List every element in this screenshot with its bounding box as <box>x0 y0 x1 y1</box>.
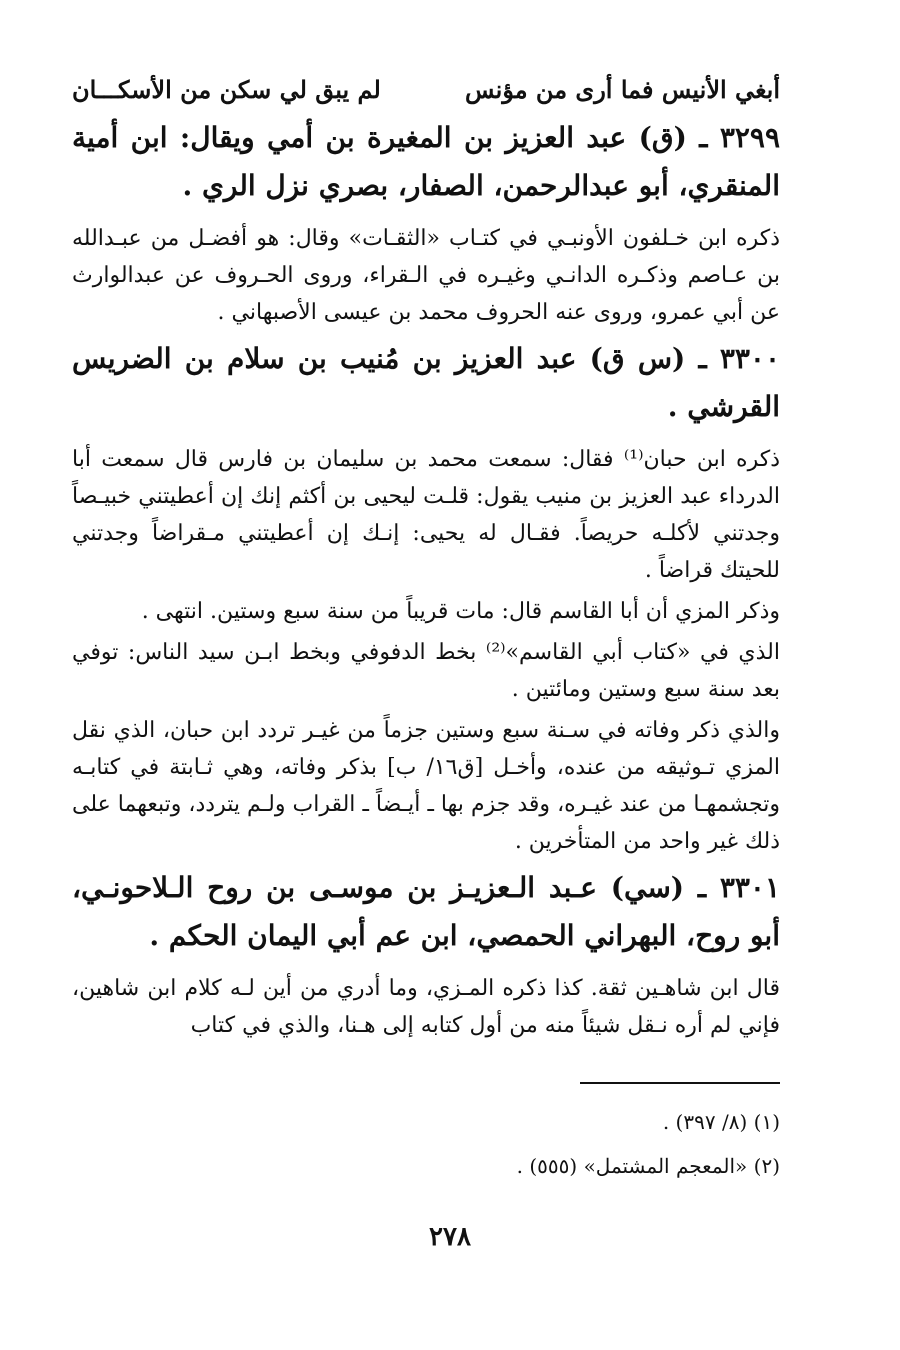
entry-heading: ٣٣٠٠ ـ (س ق) عبد العزيز بن مُنيب بن سلام بن الضريس القرشي . <box>72 342 780 423</box>
entry-paragraph: والذي ذكر وفاته في سـنة سبع وستين جزماً من غيـر تردد ابن حبان، الذي نقل المزي تـوثيقه من عنده، وأخـل [ق١٦/ ب] بذكر وفاته، وهي ثـابتة في كتابـه وتجشمهـا من عند غيـره، وقد جزم بها ـ أيـضاً ـ القراب ولـم يتردد، وتبعهما على ذلك غير واحد من المتأخرين . <box>72 718 781 854</box>
entry-paragraph: ذكره ابن حبان⁽¹⁾ فقال: سمعت محمد بن سليمان بن فارس قال سمعت أبا الدرداء عبد العزيز بن منيب يقول: قلـت ليحيى بن أكثم إنك إن أعطيتني خبيـصاً وجدتني لأكلـه حريصاً. فقـال له يحيى: إنـك إن أعطيتني مـقراضاً وجدتني للحيتك قراضاً . <box>72 447 780 583</box>
footnotes <box>72 1100 780 1188</box>
entry-paragraph: الذي في «كتاب أبي القاسم»⁽²⁾ بخط الدفوفي وبخط ابـن سيد الناس: توفي بعد سنة سبع وستين ومائتين . <box>72 640 780 702</box>
footnote: (٢) «المعجم المشتمل» (٥٥٥) . <box>516 1154 780 1178</box>
poem-verse <box>72 72 780 108</box>
entry-3301 <box>72 864 780 1044</box>
entry-paragraph: قال ابن شاهـين ثقة. كذا ذكره المـزي، وما أدري من أين لـه كلام ابن شاهين، فإني لم أره نـقل شيئاً منه من أول كتابه إلى هـنا، والذي في كتاب <box>72 976 780 1038</box>
footnote-divider <box>580 1082 780 1084</box>
entry-heading: ٣٢٩٩ ـ (ق) عبد العزيز بن المغيرة بن أمي ويقال: ابن أمية المنقري، أبو عبدالرحمن، الصفار، بصري نزل الري . <box>72 121 780 202</box>
page-number: ٢٧٨ <box>429 1222 471 1252</box>
verse-first-hemistich: أبغي الأنيس فما أرى من مؤنس <box>465 75 780 104</box>
entry-heading: ٣٣٠١ ـ (سي) عـبد الـعزيـز بن موسـى بن روح الـلاحونـي، أبو روح، البهراني الحمصي، ابن عم أبي اليمان الحكم . <box>72 871 780 952</box>
verse-second-hemistich: لم يبق لي سكن من الأسكـــان <box>72 75 381 104</box>
entry-paragraph: وذكر المزي أن أبا القاسم قال: مات قريباً من سنة سبع وستين. انتهى . <box>141 599 780 624</box>
entry-paragraph: ذكره ابن خـلفون الأونبـي في كتـاب «الثقـات» وقال: هو أفضـل من عبـدالله بن عـاصم وذكـره الدانـي وغيـره في الـقراء، وروى الحـروف عن عبدالوارث عن أبي عمرو، وروى عنه الحروف محمد بن عيسى الأصبهاني . <box>72 226 780 325</box>
entry-3300 <box>72 335 780 860</box>
footnote: (١) (٨/ ٣٩٧) . <box>662 1110 780 1134</box>
entry-3299 <box>72 114 780 331</box>
